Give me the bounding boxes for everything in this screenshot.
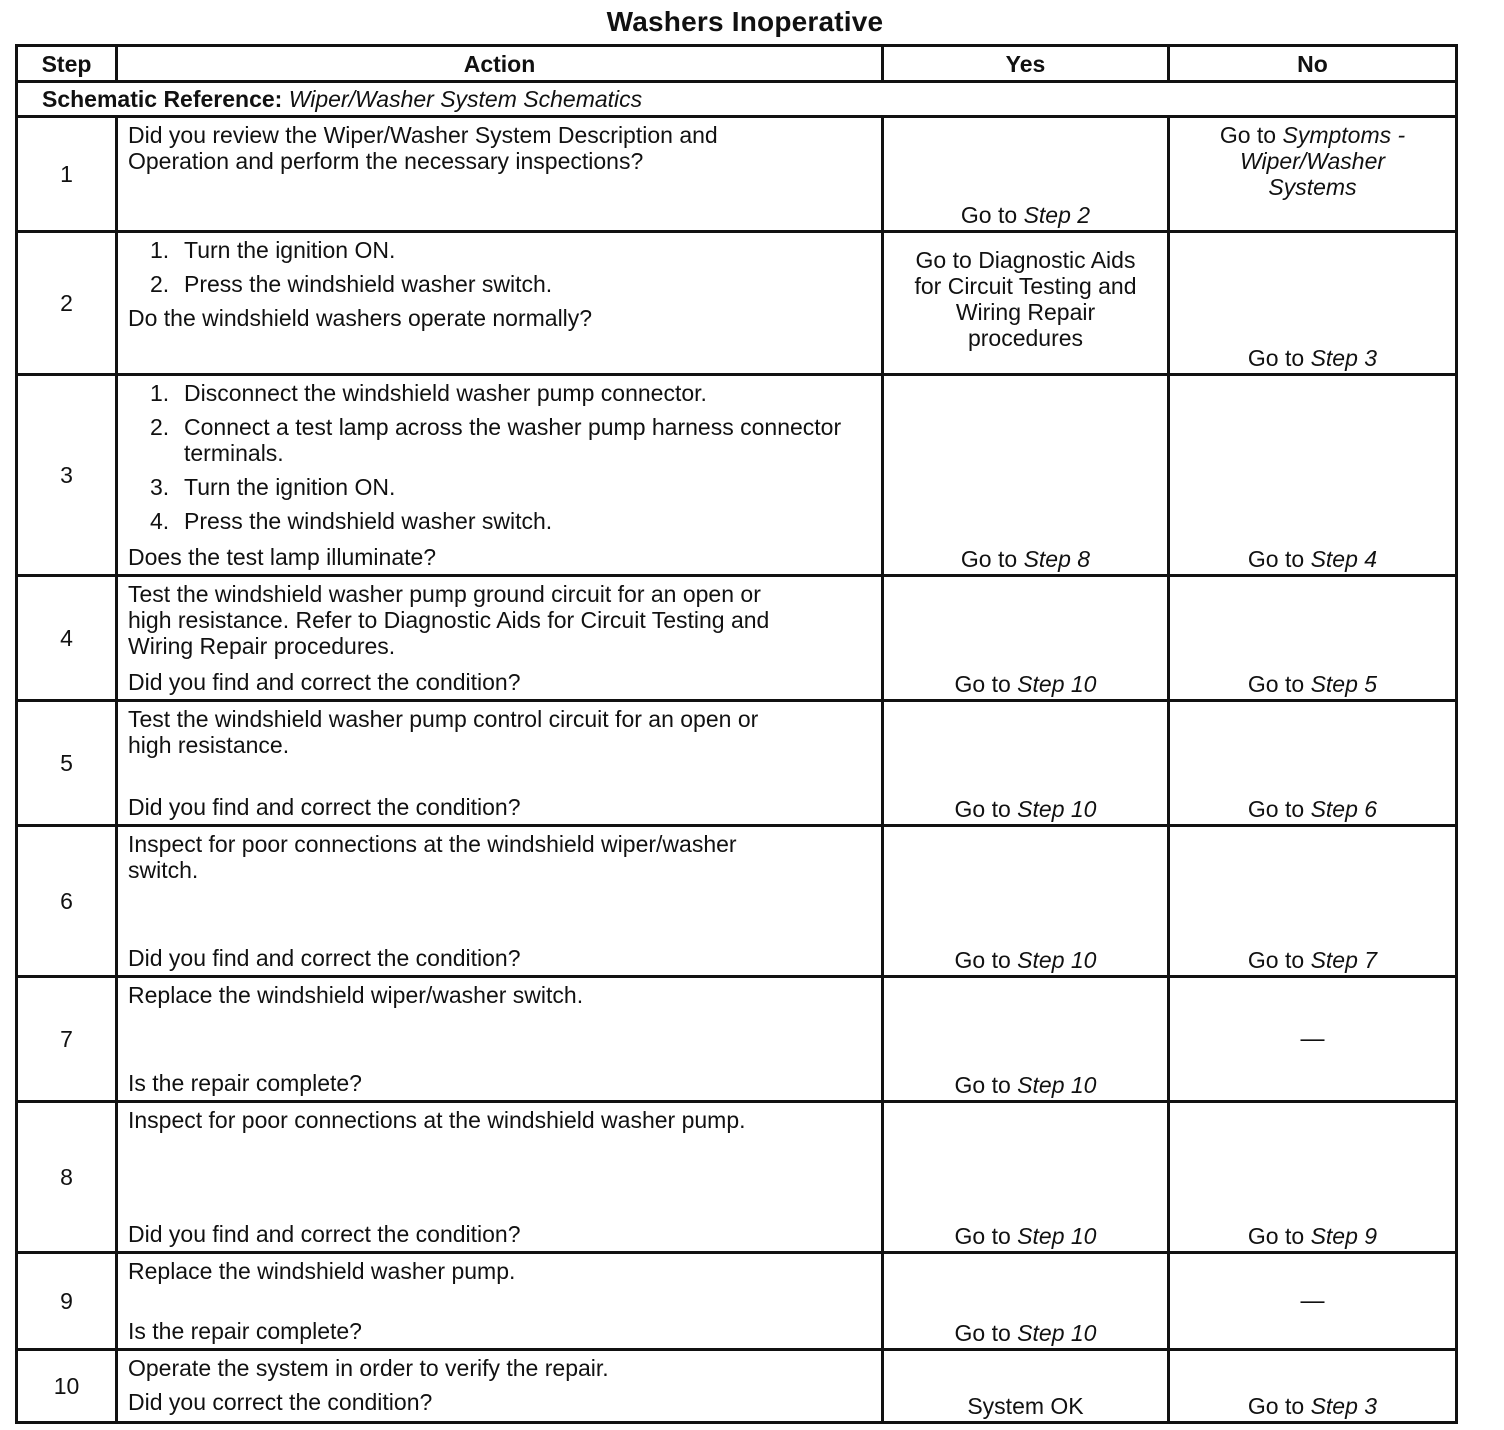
action-line: switch.: [128, 857, 199, 883]
action-line: Did you review the Wiper/Washer System Description and: [128, 122, 718, 148]
action-line: high resistance.: [128, 732, 290, 758]
no-answer-text: —: [1300, 1025, 1325, 1053]
action-list-item: [128, 414, 871, 466]
no-answer-text: —: [1300, 1287, 1325, 1315]
header-step: Step: [17, 46, 117, 82]
no-answer-step-ref: Step 9: [1310, 1223, 1378, 1249]
yes-answer-step-ref: Step 10: [1017, 796, 1097, 822]
table-row: [17, 232, 1457, 375]
action-cell: [117, 576, 883, 701]
action-question: Did you correct the condition?: [128, 1389, 433, 1415]
answer-no: [1169, 701, 1457, 826]
no-answer-step-ref: Step 3: [1310, 345, 1378, 371]
no-answer-prefix: Go to: [1219, 122, 1277, 148]
no-answer: [1170, 1288, 1455, 1315]
page-title: Washers Inoperative: [606, 6, 884, 37]
schematic-reference-label: Schematic Reference:: [42, 86, 283, 112]
action-content: [128, 1355, 871, 1417]
action-list-item: [128, 380, 871, 406]
action-content: [128, 706, 871, 820]
no-answer-prefix: Go to: [1247, 1223, 1305, 1249]
action-line: Operate the system in order to verify the repair.: [128, 1355, 609, 1381]
yes-answer-prefix: Go to: [954, 796, 1011, 822]
yes-answer: [884, 796, 1167, 822]
action-list-number: 1.: [150, 380, 170, 406]
step-number: 2: [17, 232, 117, 375]
action-cell: [117, 701, 883, 826]
yes-answer-prefix: Go to: [954, 947, 1011, 973]
no-answer: [1170, 1026, 1455, 1053]
answer-yes: [883, 1102, 1169, 1253]
yes-answer: [884, 1072, 1167, 1098]
action-content: [128, 1258, 871, 1344]
action-cell: [117, 1253, 883, 1350]
action-content: [128, 831, 871, 971]
action-content: [128, 237, 871, 369]
answer-no: [1169, 375, 1457, 576]
yes-answer-step-ref: Step 10: [1017, 1072, 1097, 1098]
yes-answer: [884, 202, 1167, 228]
table-row: [17, 701, 1457, 826]
answer-no: [1169, 1253, 1457, 1350]
no-answer: [1170, 546, 1455, 572]
yes-answer: [884, 1320, 1167, 1346]
step-number: 6: [17, 826, 117, 977]
no-answer-prefix: Go to: [1247, 546, 1305, 572]
yes-answer-prefix: Go to: [960, 546, 1018, 572]
no-answer: [1170, 345, 1455, 371]
action-list-text: Press the windshield washer switch.: [184, 508, 553, 534]
answer-yes: [883, 117, 1169, 232]
action-list-number: 2.: [150, 414, 170, 440]
step-number: 4: [17, 576, 117, 701]
yes-answer-text: System OK: [967, 1393, 1084, 1419]
action-cell: [117, 117, 883, 232]
action-question: Did you find and correct the condition?: [128, 669, 521, 695]
action-list-item: [128, 508, 871, 534]
table-row: [17, 1350, 1457, 1423]
action-question: Does the test lamp illuminate?: [128, 544, 437, 570]
no-answer-step-ref: Step 5: [1310, 671, 1378, 697]
answer-yes: [883, 701, 1169, 826]
no-answer-step-ref: Step 4: [1310, 546, 1378, 572]
action-content: [128, 982, 871, 1096]
action-list-number: 3.: [150, 474, 170, 500]
answer-no: [1169, 1350, 1457, 1423]
action-list-text: Press the windshield washer switch.: [184, 271, 553, 297]
no-answer: [1170, 1393, 1455, 1419]
action-cell: [117, 232, 883, 375]
schematic-reference-value: Wiper/Washer System Schematics: [288, 86, 643, 112]
action-line: Inspect for poor connections at the windshield wiper/washer: [128, 831, 737, 857]
yes-answer-prefix: Go to: [954, 671, 1011, 697]
yes-answer-step-ref: Step 10: [1017, 671, 1097, 697]
answer-yes: [883, 576, 1169, 701]
step-number: 1: [17, 117, 117, 232]
table-row: [17, 576, 1457, 701]
no-answer-prefix: Go to: [1247, 947, 1305, 973]
action-list-item: [128, 474, 871, 500]
yes-answer-text: Go to Diagnostic Aids for Circuit Testing and Wiring Repair procedures: [914, 247, 1137, 351]
schematic-reference: [17, 82, 1457, 117]
action-question: Is the repair complete?: [128, 1070, 362, 1096]
answer-yes: [883, 232, 1169, 375]
table-row: [17, 977, 1457, 1102]
no-answer-prefix: Go to: [1247, 671, 1305, 697]
action-question: Is the repair complete?: [128, 1318, 362, 1344]
yes-answer-step-ref: Step 10: [1017, 947, 1097, 973]
action-line: Replace the windshield washer pump.: [128, 1258, 516, 1284]
table-row: [17, 826, 1457, 977]
action-line: Test the windshield washer pump control circuit for an open or: [128, 706, 759, 732]
action-question: Do the windshield washers operate normally?: [128, 305, 593, 331]
action-line: Replace the windshield wiper/washer switch.: [128, 982, 584, 1008]
action-line: Operation and perform the necessary inspections?: [128, 148, 644, 174]
action-line: Inspect for poor connections at the windshield washer pump.: [128, 1107, 746, 1133]
no-answer: [1170, 122, 1455, 200]
step-number: 3: [17, 375, 117, 576]
answer-no: [1169, 977, 1457, 1102]
yes-answer: [884, 947, 1167, 973]
no-answer-step-ref: Step 6: [1310, 796, 1378, 822]
action-line: high resistance. Refer to Diagnostic Aids for Circuit Testing and: [128, 607, 770, 633]
action-list-text: Turn the ignition ON.: [184, 237, 396, 263]
answer-no: [1169, 826, 1457, 977]
diagnostic-table: [15, 44, 1458, 1424]
step-number: 7: [17, 977, 117, 1102]
no-answer-step-ref: Step 7: [1310, 947, 1378, 973]
action-content: [128, 581, 871, 695]
action-cell: [117, 826, 883, 977]
action-line: Test the windshield washer pump ground circuit for an open or: [128, 581, 761, 607]
yes-answer-step-ref: Step 10: [1017, 1223, 1097, 1249]
action-list-number: 1.: [150, 237, 170, 263]
header-row: [17, 46, 1457, 82]
header-action: Action: [117, 46, 883, 82]
step-number: 10: [17, 1350, 117, 1423]
yes-answer-step-ref: Step 2: [1023, 202, 1091, 228]
no-answer: [1170, 1223, 1455, 1249]
yes-answer-prefix: Go to: [954, 1320, 1011, 1346]
answer-yes: [883, 1253, 1169, 1350]
action-list-item: [128, 271, 871, 297]
step-number: 8: [17, 1102, 117, 1253]
table-row: [17, 1253, 1457, 1350]
no-answer: [1170, 947, 1455, 973]
action-question: Did you find and correct the condition?: [128, 794, 521, 820]
yes-answer-step-ref: Step 10: [1017, 1320, 1097, 1346]
table-row: [17, 117, 1457, 232]
action-content: [128, 122, 871, 226]
answer-no: [1169, 576, 1457, 701]
action-question: Did you find and correct the condition?: [128, 1221, 521, 1247]
answer-yes: [883, 977, 1169, 1102]
yes-answer-prefix: Go to: [960, 202, 1018, 228]
action-list-item: [128, 237, 871, 263]
table-row: [17, 375, 1457, 576]
action-cell: [117, 1102, 883, 1253]
action-question: Did you find and correct the condition?: [128, 945, 521, 971]
action-list-number: 4.: [150, 508, 170, 534]
answer-no: [1169, 117, 1457, 232]
table-row: [17, 1102, 1457, 1253]
answer-no: [1169, 232, 1457, 375]
no-answer-prefix: Go to: [1247, 796, 1305, 822]
yes-answer: [884, 546, 1167, 572]
action-list-number: 2.: [150, 271, 170, 297]
answer-yes: [883, 375, 1169, 576]
header-no: No: [1169, 46, 1457, 82]
action-cell: [117, 1350, 883, 1423]
schematic-reference-row: [17, 82, 1457, 117]
answer-no: [1169, 1102, 1457, 1253]
yes-answer-prefix: Go to: [954, 1072, 1011, 1098]
no-answer-prefix: Go to: [1247, 1393, 1305, 1419]
action-line: Wiring Repair procedures.: [128, 633, 396, 659]
action-list-text: Turn the ignition ON.: [184, 474, 396, 500]
yes-answer: [884, 237, 1167, 351]
header-yes: Yes: [883, 46, 1169, 82]
yes-answer: [884, 1393, 1167, 1419]
answer-yes: [883, 826, 1169, 977]
no-answer-step-ref: Symptoms - Wiper/Washer Systems: [1239, 122, 1406, 200]
yes-answer-prefix: Go to: [954, 1223, 1011, 1249]
step-number: 5: [17, 701, 117, 826]
yes-answer: [884, 1223, 1167, 1249]
no-answer-step-ref: Step 3: [1310, 1393, 1378, 1419]
step-number: 9: [17, 1253, 117, 1350]
action-list-text: Disconnect the windshield washer pump connector.: [184, 380, 707, 406]
no-answer: [1170, 671, 1455, 697]
no-answer: [1170, 796, 1455, 822]
yes-answer: [884, 671, 1167, 697]
action-cell: [117, 977, 883, 1102]
no-answer-prefix: Go to: [1247, 345, 1305, 371]
action-content: [128, 1107, 871, 1247]
yes-answer-step-ref: Step 8: [1023, 546, 1091, 572]
action-list-text: Connect a test lamp across the washer pump harness connector terminals.: [184, 414, 842, 466]
answer-yes: [883, 1350, 1169, 1423]
action-content: [128, 380, 871, 570]
action-cell: [117, 375, 883, 576]
